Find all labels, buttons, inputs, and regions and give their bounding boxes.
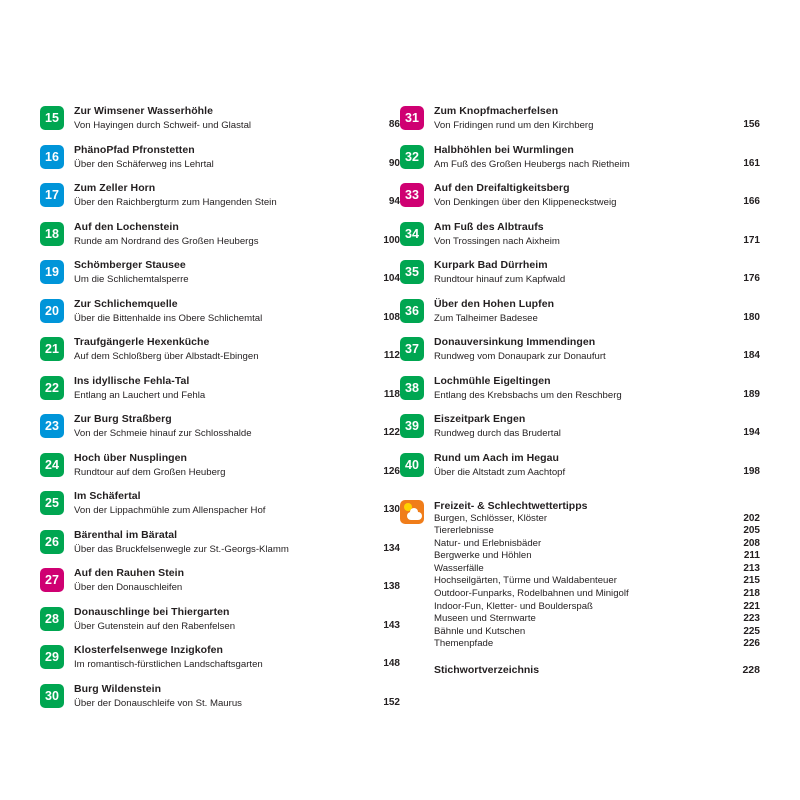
toc-entry-body — [434, 221, 718, 248]
toc-column-left — [40, 105, 400, 721]
toc-entry[interactable] — [40, 221, 400, 248]
toc-entry-subtitle: Über Gutenstein auf den Rabenfelsen — [74, 620, 236, 632]
tour-number-badge: 15 — [40, 106, 64, 130]
toc-entry-title: Im Schäfertal — [74, 490, 141, 502]
leisure-tip-page: 205 — [743, 525, 760, 537]
leisure-tip-label: Outdoor-Funparks, Rodelbahnen und Minigolf — [434, 588, 629, 600]
toc-entry-subtitle: Über den Raichbergturm zum Hangenden Stein — [74, 197, 277, 208]
toc-entry-title: Rund um Aach im Hegau — [434, 451, 559, 464]
toc-entry-subtitle: Von Fridingen rund um den Kirchberg — [434, 120, 594, 131]
toc-entry-body — [434, 259, 718, 286]
toc-entry[interactable] — [40, 336, 400, 363]
leisure-tip-page: 213 — [743, 562, 760, 574]
toc-column-right — [400, 105, 760, 721]
leisure-tip-label: Themenpfade — [434, 638, 494, 650]
keyword-index-page: 228 — [742, 664, 760, 677]
toc-entry-subtitle: Von Hayingen durch Schweif- und Glastal — [74, 120, 252, 131]
toc-entry-body — [74, 182, 358, 209]
list-item[interactable] — [434, 513, 760, 526]
toc-entry-subtitle: Von Denkingen über den Klippeneckstweig — [434, 197, 617, 208]
toc-entry-subtitle: Rundweg vom Donaupark zur Donaufurt — [434, 351, 606, 362]
toc-entry-page: 198 — [743, 465, 760, 477]
toc-entry-title: Auf den Rauhen Stein — [74, 567, 185, 579]
toc-entry-page: 86 — [388, 119, 400, 130]
tour-number-badge: 17 — [40, 183, 64, 207]
toc-entry-body — [74, 375, 358, 402]
toc-entry-title: Eiszeitpark Engen — [434, 413, 526, 425]
toc-entry-subtitle: Runde am Nordrand des Großen Heubergs — [74, 235, 259, 247]
toc-entry-title: Am Fuß des Albtraufs — [434, 220, 544, 233]
tour-number-badge: 23 — [40, 414, 64, 438]
tour-number-badge: 40 — [400, 453, 424, 477]
toc-entry-subtitle: Rundtour hinauf zum Kapfwald — [434, 274, 566, 285]
toc-entry-body — [74, 644, 358, 671]
toc-entry-subtitle: Von Trossingen nach Aixheim — [434, 235, 560, 247]
leisure-tip-label: Natur- und Erlebnisbäder — [434, 537, 542, 549]
leisure-tip-page: 226 — [743, 638, 760, 650]
tour-number-badge: 18 — [40, 222, 64, 246]
toc-entry-body — [74, 529, 358, 556]
toc-columns — [40, 105, 760, 721]
tour-number-badge: 38 — [400, 376, 424, 400]
tour-number-badge: 31 — [400, 106, 424, 130]
toc-entry-title: Kurpark Bad Dürrheim — [434, 259, 548, 271]
toc-entry-page: 161 — [743, 157, 760, 169]
toc-entry-title: Donauversinkung Immendingen — [434, 336, 596, 348]
leisure-tips-title: Freizeit- & Schlechtwettertipps — [434, 499, 588, 512]
leisure-tip-label: Indoor-Fun, Kletter- und Boulderspaß — [434, 600, 593, 612]
toc-entry[interactable] — [40, 259, 400, 286]
tour-number-badge: 28 — [40, 607, 64, 631]
toc-entry-page: 184 — [743, 350, 760, 361]
toc-entry-page: 134 — [383, 542, 400, 554]
tour-number-badge: 29 — [40, 645, 64, 669]
tour-number-badge: 22 — [40, 376, 64, 400]
list-item[interactable] — [434, 563, 760, 576]
tour-number-badge: 32 — [400, 145, 424, 169]
toc-entry-body — [434, 182, 718, 209]
toc-entry-title: Bärenthal im Bäratal — [74, 528, 178, 541]
toc-entry-subtitle: Zum Talheimer Badesee — [434, 312, 538, 324]
toc-entry-page: 122 — [383, 427, 400, 438]
toc-entry-subtitle: Über das Bruckfelsenwegle zur St.-Georgs-Klamm — [74, 543, 289, 555]
toc-entry-subtitle: Rundtour auf dem Großen Heuberg — [74, 466, 226, 478]
toc-entry-subtitle: Im romantisch-fürstlichen Landschaftsgarten — [74, 659, 263, 670]
leisure-tip-page: 208 — [743, 537, 760, 549]
list-item[interactable] — [434, 550, 760, 563]
toc-entry-subtitle: Entlang des Krebsbachs um den Reschberg — [434, 389, 622, 401]
toc-entry-page: 90 — [388, 157, 400, 169]
toc-entry-subtitle: Um die Schlichemtalsperre — [74, 274, 189, 285]
tour-number-badge: 34 — [400, 222, 424, 246]
toc-entry[interactable] — [40, 182, 400, 209]
toc-entry-page: 126 — [383, 465, 400, 477]
toc-entry-title: Lochmühle Eigeltingen — [434, 374, 551, 387]
toc-entry-body — [74, 336, 358, 363]
leisure-tip-label: Wasserfälle — [434, 562, 484, 574]
list-item[interactable] — [434, 525, 760, 538]
toc-entry-page: 138 — [383, 581, 400, 592]
leisure-tip-label: Hochseilgärten, Türme und Waldabenteuer — [434, 575, 617, 587]
leisure-tip-label: Bähnle und Kutschen — [434, 625, 526, 637]
leisure-tip-label: Museen und Sternwarte — [434, 613, 536, 625]
toc-entry-title: Ins idyllische Fehla-Tal — [74, 374, 190, 387]
list-item[interactable] — [434, 638, 760, 651]
toc-entry-title: Halbhöhlen bei Wurmlingen — [434, 143, 574, 156]
leisure-tip-page: 218 — [743, 588, 760, 600]
toc-entry-title: Hoch über Nusplingen — [74, 451, 188, 464]
toc-entry[interactable] — [400, 105, 760, 132]
toc-entry-subtitle: Entlang an Lauchert und Fehla — [74, 389, 206, 401]
toc-entry-body — [434, 144, 718, 171]
toc-entry-body — [74, 298, 358, 325]
toc-entry-body — [434, 452, 718, 479]
toc-entry-subtitle: Von der Schmeie hinauf zur Schlosshalde — [74, 428, 252, 439]
tour-number-badge: 30 — [40, 684, 64, 708]
toc-entry-title: Klosterfelsenwege Inzigkofen — [74, 644, 224, 656]
leisure-tip-page: 215 — [743, 575, 760, 587]
toc-entry-body — [74, 413, 358, 440]
toc-entry[interactable] — [400, 336, 760, 363]
tour-number-badge: 36 — [400, 299, 424, 323]
toc-entry-title: Über den Hohen Lupfen — [434, 297, 555, 310]
list-item[interactable] — [434, 575, 760, 588]
toc-entry-page: 148 — [383, 658, 400, 669]
toc-entry-title: Zum Knopfmacherfelsen — [434, 105, 559, 117]
list-item[interactable] — [434, 538, 760, 551]
toc-entry[interactable] — [400, 413, 760, 440]
leisure-tip-page: 225 — [743, 625, 760, 637]
toc-entry-page: 143 — [383, 619, 400, 631]
tour-number-badge: 26 — [40, 530, 64, 554]
list-item[interactable] — [434, 626, 760, 639]
toc-entry-subtitle: Über den Donauschleifen — [74, 582, 183, 593]
toc-entry-subtitle: Von der Lippachmühle zum Allenspacher Hof — [74, 505, 266, 516]
list-item[interactable] — [434, 588, 760, 601]
toc-entry-body — [434, 413, 718, 440]
list-item[interactable] — [434, 601, 760, 614]
toc-entry[interactable] — [400, 452, 760, 479]
tour-number-badge: 39 — [400, 414, 424, 438]
tour-number-badge: 20 — [40, 299, 64, 323]
toc-entry[interactable] — [40, 490, 400, 517]
toc-entry-title: PhänoPfad Pfronstetten — [74, 143, 195, 156]
toc-entry-title: Traufgängerle Hexenküche — [74, 336, 210, 348]
toc-entry-title: Zur Schlichemquelle — [74, 297, 178, 310]
toc-entry-title: Burg Wildenstein — [74, 682, 162, 695]
toc-entry-page: 156 — [743, 119, 760, 130]
toc-entry-page: 189 — [743, 388, 760, 400]
toc-entry-subtitle: Über den Schäferweg ins Lehrtal — [74, 158, 214, 170]
toc-entry[interactable] — [400, 298, 760, 325]
toc-entry-page: 100 — [383, 234, 400, 246]
leisure-tip-page: 211 — [743, 550, 760, 562]
tour-number-badge: 21 — [40, 337, 64, 361]
toc-entry-page: 176 — [743, 273, 760, 284]
toc-entry-page: 194 — [743, 427, 760, 438]
toc-entry-subtitle: Über die Altstadt zum Aachtopf — [434, 466, 566, 478]
tour-number-badge: 24 — [40, 453, 64, 477]
toc-entry-body — [74, 606, 358, 633]
toc-entry[interactable] — [40, 567, 400, 594]
keyword-index-label: Stichwortverzeichnis — [434, 664, 540, 677]
toc-entry-title: Auf den Lochenstein — [74, 220, 179, 233]
toc-entry-body — [434, 375, 718, 402]
toc-entry-body — [74, 452, 358, 479]
leisure-tips-section[interactable] — [400, 499, 760, 678]
toc-entry[interactable] — [400, 221, 760, 248]
toc-entry-page: 171 — [743, 234, 760, 246]
toc-entry[interactable] — [400, 182, 760, 209]
toc-entry-body — [74, 105, 358, 132]
toc-entry-title: Zum Zeller Horn — [74, 182, 156, 194]
toc-entry-page: 130 — [383, 504, 400, 515]
leisure-tip-label: Tiererlebnisse — [434, 525, 494, 537]
leisure-tips-body — [434, 499, 760, 678]
toc-entry-body — [74, 221, 358, 248]
toc-entry[interactable] — [40, 375, 400, 402]
toc-entry-page: 180 — [743, 311, 760, 323]
leisure-tip-page: 202 — [743, 512, 760, 524]
toc-entry[interactable] — [400, 259, 760, 286]
toc-entry-title: Zur Wimsener Wasserhöhle — [74, 105, 214, 117]
toc-entry-title: Zur Burg Straßberg — [74, 413, 172, 425]
toc-entry[interactable] — [400, 375, 760, 402]
toc-entry-page: 166 — [743, 196, 760, 207]
toc-entry-body — [74, 144, 358, 171]
toc-entry[interactable] — [40, 105, 400, 132]
toc-entry-subtitle: Auf dem Schloßberg über Albstadt-Ebingen — [74, 351, 259, 362]
toc-entry[interactable] — [40, 144, 400, 171]
toc-entry[interactable] — [40, 606, 400, 633]
toc-entry-subtitle: Über der Donauschleife von St. Maurus — [74, 697, 242, 709]
toc-entry[interactable] — [40, 413, 400, 440]
tour-number-badge: 37 — [400, 337, 424, 361]
toc-entry-subtitle: Rundweg durch das Brudertal — [434, 428, 561, 439]
tour-number-badge: 16 — [40, 145, 64, 169]
toc-entry-title: Auf den Dreifaltigkeitsberg — [434, 182, 570, 194]
toc-entry-body — [434, 105, 718, 132]
list-item[interactable] — [434, 613, 760, 626]
toc-entry-page: 112 — [383, 350, 400, 361]
toc-entry-body — [74, 490, 358, 517]
toc-entry-body — [74, 259, 358, 286]
toc-entry-body — [74, 567, 358, 594]
keyword-index-entry[interactable] — [434, 664, 760, 677]
toc-entry-body — [74, 683, 358, 710]
leisure-tip-label: Burgen, Schlösser, Klöster — [434, 512, 548, 524]
toc-entry-page: 152 — [383, 696, 400, 708]
toc-entry-body — [434, 298, 718, 325]
toc-entry[interactable] — [40, 683, 400, 710]
tour-number-badge: 35 — [400, 260, 424, 284]
tour-number-badge: 25 — [40, 491, 64, 515]
toc-entry-title: Schömberger Stausee — [74, 259, 186, 271]
toc-entry-body — [434, 336, 718, 363]
toc-entry-page: 94 — [388, 196, 400, 207]
sun-cloud-icon — [400, 500, 424, 524]
tour-number-badge: 27 — [40, 568, 64, 592]
leisure-tip-page: 223 — [743, 613, 760, 625]
cloud-shape — [407, 512, 422, 520]
toc-entry-title: Donauschlinge bei Thiergarten — [74, 605, 230, 618]
toc-entry[interactable] — [40, 529, 400, 556]
toc-entry-page: 118 — [383, 388, 400, 400]
toc-entry-page: 104 — [383, 273, 400, 284]
toc-entry[interactable] — [400, 144, 760, 171]
toc-entry[interactable] — [40, 644, 400, 671]
toc-entry-page: 108 — [383, 311, 400, 323]
toc-entry[interactable] — [40, 452, 400, 479]
toc-entry-subtitle: Über die Bittenhalde ins Obere Schlichemtal — [74, 312, 263, 324]
tour-number-badge: 33 — [400, 183, 424, 207]
toc-entry-subtitle: Am Fuß des Großen Heubergs nach Rietheim — [434, 158, 630, 170]
leisure-tip-page: 221 — [743, 600, 760, 612]
tour-number-badge: 19 — [40, 260, 64, 284]
leisure-tip-label: Bergwerke und Höhlen — [434, 550, 532, 562]
toc-entry[interactable] — [40, 298, 400, 325]
